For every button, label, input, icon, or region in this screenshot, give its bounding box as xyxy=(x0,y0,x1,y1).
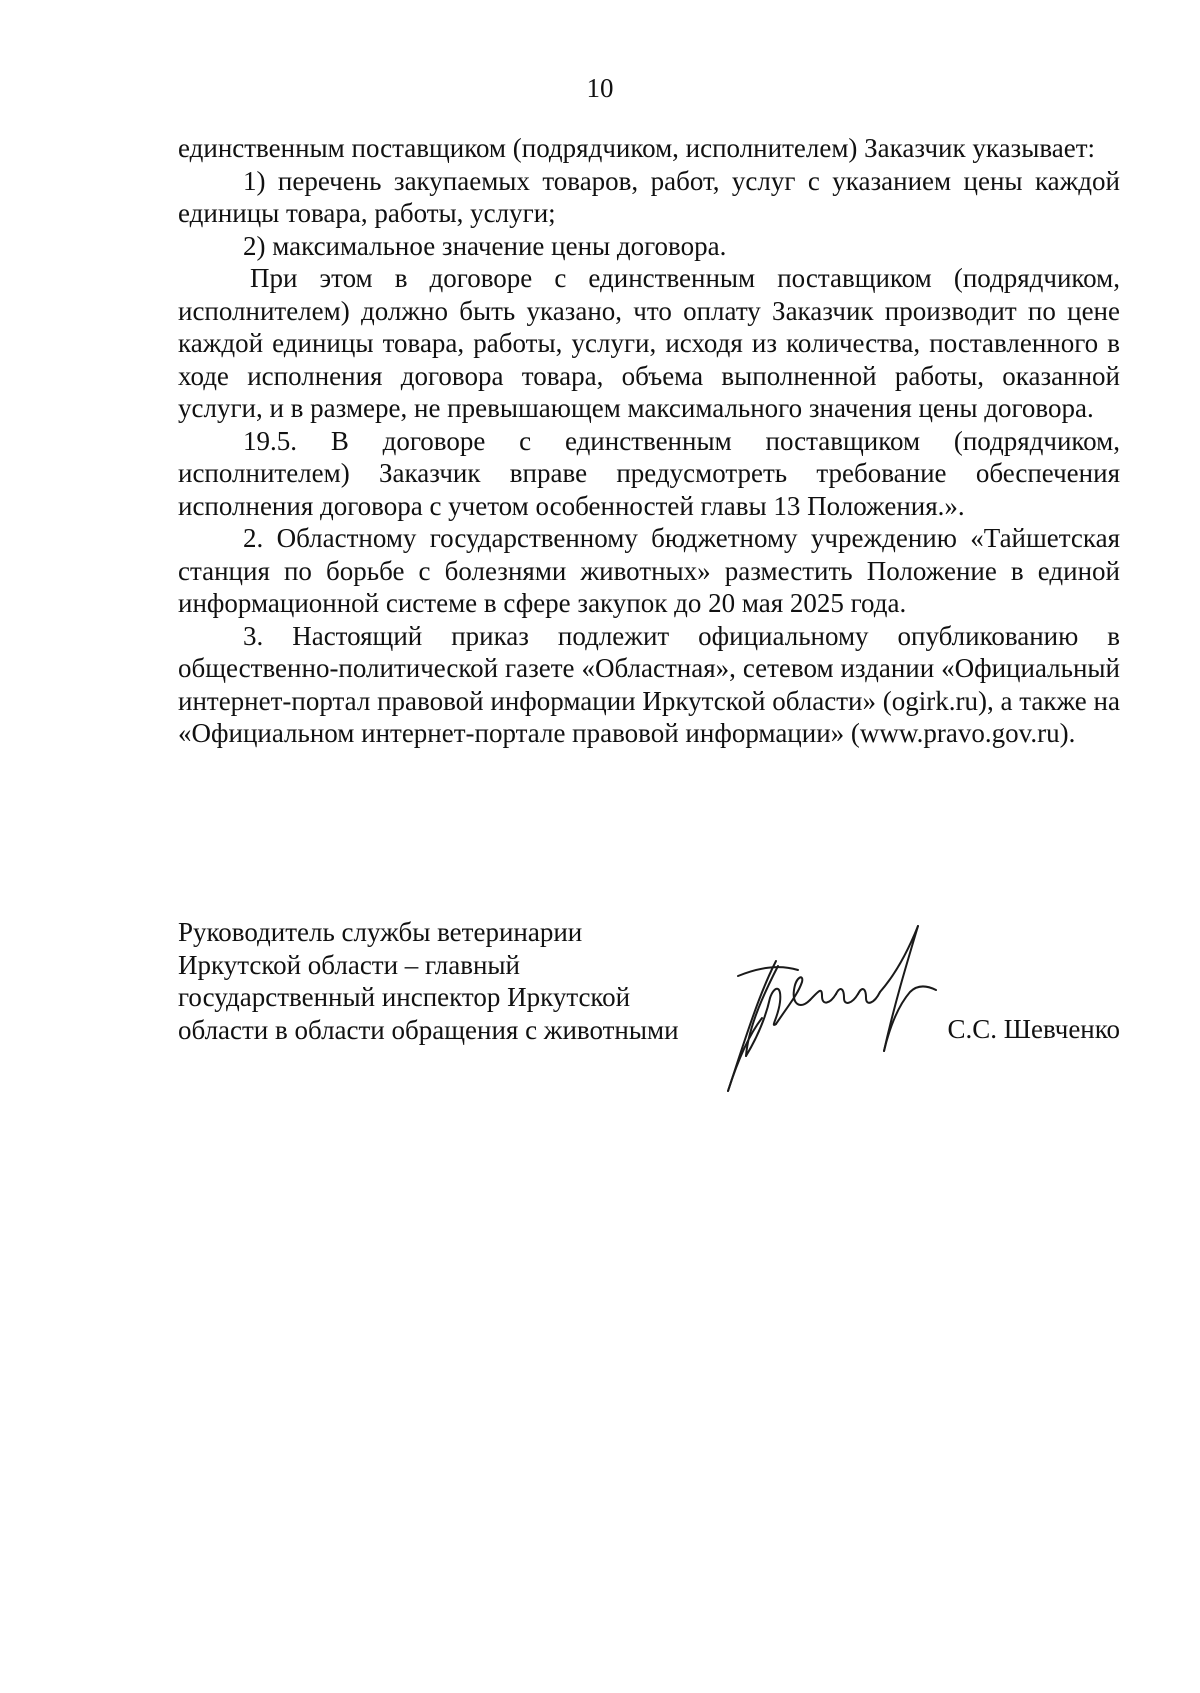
signatory-title-line: Руководитель службы ветеринарии xyxy=(178,917,583,947)
paragraph-payment-terms: При этом в договоре с единственным поставщиком (подрядчиком, исполнителем) должно быть указано, что оплату Заказчик производит по цене каждой единицы товара, работы, услуги, исходя из количества, поставленного в ходе исполнения договора товара, объема выполненной работы, оказанной услуги, и в размере, не превышающем максимального значения цены договора. xyxy=(178,263,1120,423)
paragraph-continuation: единственным поставщиком (подрядчиком, исполнителем) Заказчик указывает: xyxy=(178,133,1096,163)
paragraph-item-3: 3. Настоящий приказ подлежит официальному опубликованию в общественно-политической газете «Областная», сетевом издании «Официальный интернет-портал правовой информации Иркутской области» (ogirk.ru), а также на «Официальном интернет-портале правовой информации» (www.pravo.gov.ru). xyxy=(178,620,1120,748)
signature-block xyxy=(178,916,1120,1076)
list-item-1: 1) перечень закупаемых товаров, работ, услуг с указанием цены каждой единицы товара, работы, услуги; xyxy=(178,165,1120,228)
signatory-title-line: Иркутской области – главный xyxy=(178,949,520,980)
paragraph-19-5: 19.5. В договоре с единственным поставщиком (подрядчиком, исполнителем) Заказчик вправе предусмотреть требование обеспечения исполнения договора с учетом особенностей главы 13 Положения.». xyxy=(178,425,1120,521)
signatory-name: С.С. Шевченко xyxy=(947,1014,1120,1044)
list-item-2: 2) максимальное значение цены договора. xyxy=(243,230,727,261)
signatory-title-line: государственный инспектор Иркутской xyxy=(178,982,631,1012)
document-body xyxy=(178,132,1120,750)
handwritten-signature xyxy=(718,906,948,1106)
signatory-title xyxy=(178,916,718,1046)
paragraph-item-2: 2. Областному государственному бюджетному учреждению «Тайшетская станция по борьбе с болезнями животных» разместить Положение в единой информационной системе в сфере закупок до 20 мая 2025 года. xyxy=(178,523,1120,618)
page-number: 10 xyxy=(586,73,614,103)
signatory-title-line: области в области обращения с животными xyxy=(178,1014,679,1045)
